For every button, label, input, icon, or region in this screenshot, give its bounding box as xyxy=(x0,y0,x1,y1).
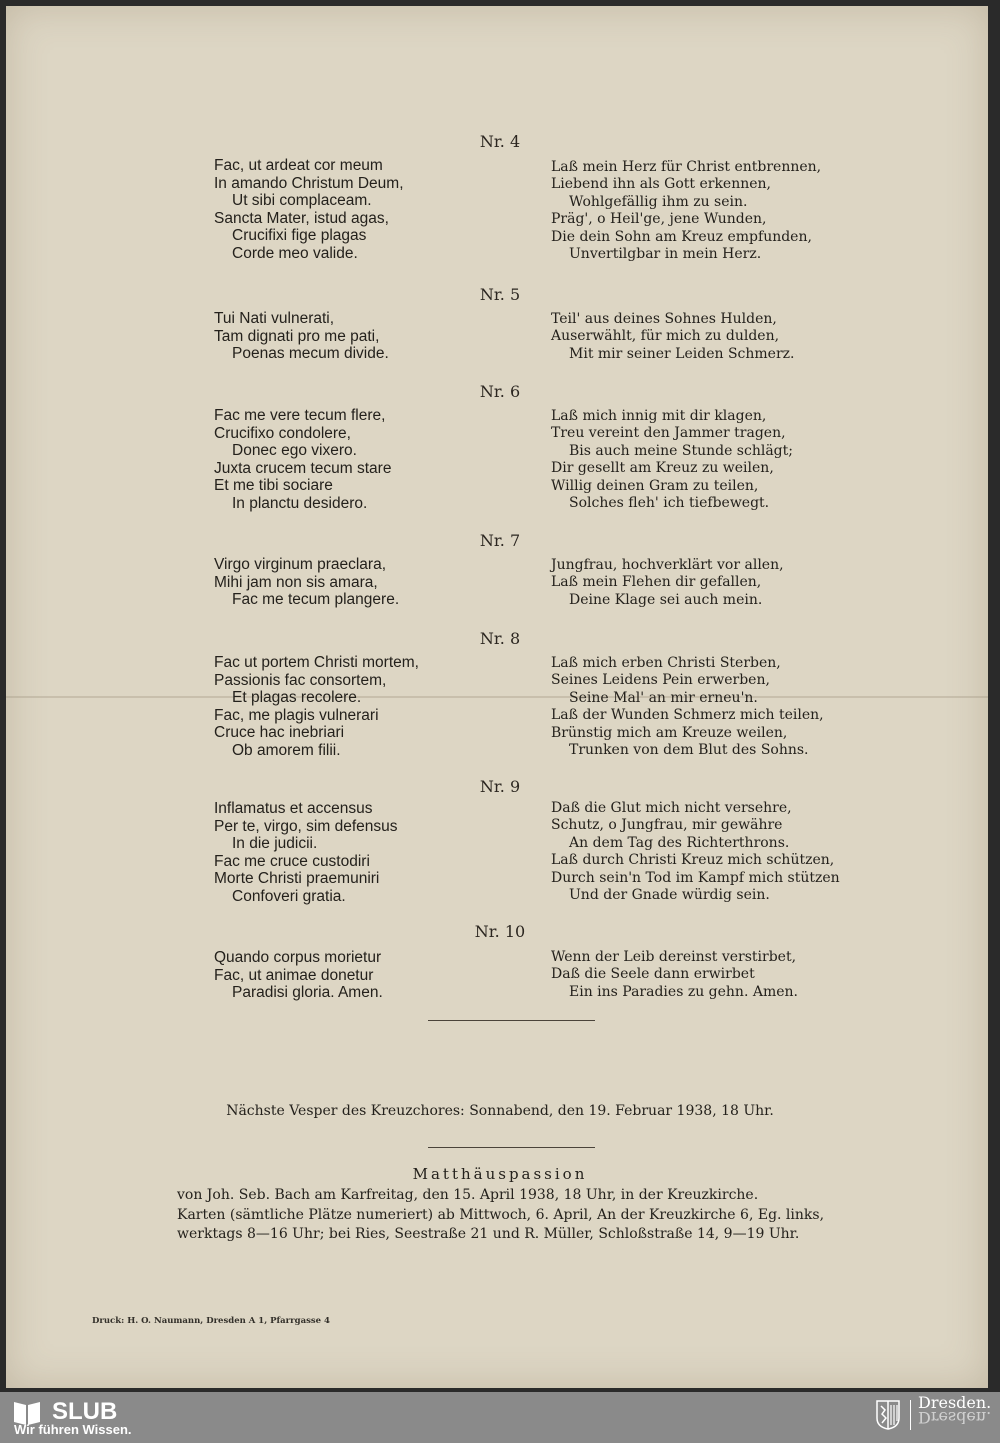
german-line: Wenn der Leib dereinst verstirbet, xyxy=(551,949,797,965)
latin-line: Fac me tecum plangere. xyxy=(232,591,400,609)
german-line: Mit mir seiner Leiden Schmerz. xyxy=(569,345,795,362)
german-line: Treu vereint den Jammer tragen, xyxy=(551,425,786,442)
latin-verse xyxy=(214,556,399,609)
latin-line: Crucifixi fige plagas xyxy=(232,227,367,245)
stanza-number: Nr. 7 xyxy=(479,531,521,550)
german-line: Deine Klage sei auch mein. xyxy=(569,591,763,608)
latin-line: Corde meo valide. xyxy=(232,244,358,262)
latin-line: Crucifixo condolere, xyxy=(214,424,351,442)
german-line: Schutz, o Jungfrau, mir gewähre xyxy=(551,817,783,834)
latin-line: Sancta Mater, istud agas, xyxy=(214,209,389,227)
latin-line: Tam dignati pro me pati, xyxy=(214,327,380,345)
latin-verse xyxy=(214,800,398,906)
divider-rule xyxy=(428,1020,595,1021)
german-verse xyxy=(551,655,824,759)
latin-line: Fac me vere tecum flere, xyxy=(214,407,386,424)
german-line: Laß mich innig mit dir klagen, xyxy=(551,408,767,424)
dresden-logo[interactable] xyxy=(918,1393,992,1427)
stanza-number: Nr. 5 xyxy=(479,285,521,304)
dresden-crest-icon[interactable] xyxy=(876,1400,900,1430)
stanza-number: Nr. 10 xyxy=(474,922,526,941)
german-verse xyxy=(551,311,794,363)
german-line: Unvertilgbar in mein Herz. xyxy=(569,246,762,263)
dresden-label: Dresden. xyxy=(918,1393,992,1412)
latin-verse xyxy=(214,654,419,760)
german-line: Wohlgefällig ihm zu sein. xyxy=(569,193,748,210)
latin-line: In die judicii. xyxy=(232,835,318,853)
german-line: Laß mich erben Christi Sterben, xyxy=(551,655,781,671)
footer-separator xyxy=(910,1400,911,1430)
latin-line: Confoveri gratia. xyxy=(232,887,346,905)
latin-line: Cruce hac inebriari xyxy=(214,724,345,742)
german-line: Dir gesellt am Kreuz zu weilen, xyxy=(551,460,774,477)
latin-line: Fac, ut ardeat cor meum xyxy=(214,157,383,174)
german-line: Teil' aus deines Sohnes Hulden, xyxy=(551,311,777,327)
next-vesper-notice: Nächste Vesper des Kreuzchores: Sonnabend, den 19. Februar 1938, 18 Uhr. xyxy=(226,1103,774,1119)
german-line: Durch sein'n Tod im Kampf mich stützen xyxy=(551,869,840,886)
latin-line: Virgo virginum praeclara, xyxy=(214,556,387,573)
latin-line: Fac, ut animae donetur xyxy=(214,966,374,984)
german-verse xyxy=(551,408,793,512)
footer-bar xyxy=(0,1392,1000,1443)
latin-line: Tui Nati vulnerati, xyxy=(214,310,335,327)
german-line: An dem Tag des Richterthrons. xyxy=(569,834,790,851)
german-line: Jungfrau, hochverklärt vor allen, xyxy=(551,557,784,573)
latin-line: Mihi jam non sis amara, xyxy=(214,573,378,591)
german-line: Ein ins Paradies zu gehn. Amen. xyxy=(569,983,798,1000)
latin-verse xyxy=(214,157,404,263)
german-line: Seines Leidens Pein erwerben, xyxy=(551,672,770,689)
stanza-number: Nr. 4 xyxy=(479,132,521,151)
latin-line: Et me tibi sociare xyxy=(214,477,333,495)
latin-line: Per te, virgo, sim defensus xyxy=(214,817,398,835)
german-line: Und der Gnade würdig sein. xyxy=(569,887,770,904)
latin-line: Ut sibi complaceam. xyxy=(232,192,372,210)
latin-line: Ob amorem filii. xyxy=(232,741,341,759)
matthaeus-line: werktags 8—16 Uhr; bei Ries, Seestraße 21 und R. Müller, Schloßstraße 14, 9—19 Uhr. xyxy=(177,1226,800,1242)
matthaeus-title: Matthäuspassion xyxy=(412,1165,588,1183)
latin-line: In planctu desidero. xyxy=(232,494,368,512)
latin-line: Donec ego vixero. xyxy=(232,442,357,460)
matthaeus-line: Karten (sämtliche Plätze numeriert) ab Mittwoch, 6. April, An der Kreuzkirche 6, Eg. links, xyxy=(177,1206,825,1223)
german-line: Daß die Seele dann erwirbet xyxy=(551,966,755,983)
latin-line: Et plagas recolere. xyxy=(232,689,362,707)
german-line: Seine Mal' an mir erneu'n. xyxy=(569,689,758,706)
german-line: Bis auch meine Stunde schlägt; xyxy=(569,442,793,459)
latin-line: Juxta crucem tecum stare xyxy=(214,459,392,477)
stanza-number: Nr. 9 xyxy=(479,777,521,796)
german-verse xyxy=(551,557,784,609)
german-line: Daß die Glut mich nicht versehre, xyxy=(551,800,792,816)
matthaeus-line: von Joh. Seb. Bach am Karfreitag, den 15. April 1938, 18 Uhr, in der Kreuzkirche. xyxy=(177,1187,759,1203)
latin-line: Fac, me plagis vulnerari xyxy=(214,706,379,724)
german-line: Auserwählt, für mich zu dulden, xyxy=(551,328,780,345)
latin-verse xyxy=(214,310,389,363)
german-line: Solches fleh' ich tiefbewegt. xyxy=(569,495,770,512)
stanza-number: Nr. 8 xyxy=(479,629,521,648)
latin-verse xyxy=(214,949,383,1002)
paper-fold xyxy=(6,696,988,698)
latin-line: Morte Christi praemuniri xyxy=(214,870,380,888)
printer-imprint: Druck: H. O. Naumann, Dresden A 1, Pfarrgasse 4 xyxy=(92,1316,330,1326)
german-line: Die dein Sohn am Kreuz empfunden, xyxy=(551,228,812,245)
german-line: Laß mein Flehen dir gefallen, xyxy=(551,574,762,591)
german-line: Laß der Wunden Schmerz mich teilen, xyxy=(551,707,824,724)
german-line: Laß mein Herz für Christ entbrennen, xyxy=(551,159,822,175)
matthaeus-notice xyxy=(177,1186,847,1245)
german-line: Willig deinen Gram zu teilen, xyxy=(551,477,759,494)
latin-line: Fac me cruce custodiri xyxy=(214,852,370,870)
german-verse xyxy=(551,159,821,263)
slub-tagline: Wir führen Wissen. xyxy=(14,1422,132,1437)
latin-line: Fac ut portem Christi mortem, xyxy=(214,654,419,671)
dresden-label-mirror: Dresden. xyxy=(918,1408,992,1427)
latin-line: Inflamatus et accensus xyxy=(214,800,373,817)
german-line: Laß durch Christi Kreuz mich schützen, xyxy=(551,852,835,869)
german-line: Präg', o Heil'ge, jene Wunden, xyxy=(551,211,767,228)
german-line: Brünstig mich am Kreuze weilen, xyxy=(551,724,788,741)
latin-verse xyxy=(214,407,391,513)
german-line: Trunken von dem Blut des Sohns. xyxy=(569,742,809,759)
stanza-number: Nr. 6 xyxy=(479,382,521,401)
german-verse xyxy=(551,949,798,1001)
divider-rule xyxy=(428,1147,595,1148)
slub-name[interactable]: SLUB xyxy=(52,1398,118,1425)
latin-line: In amando Christum Deum, xyxy=(214,174,404,192)
german-verse xyxy=(551,800,840,904)
latin-line: Paradisi gloria. Amen. xyxy=(232,984,383,1002)
latin-line: Passionis fac consortem, xyxy=(214,671,387,689)
latin-line: Quando corpus morietur xyxy=(214,949,382,966)
german-line: Liebend ihn als Gott erkennen, xyxy=(551,176,772,193)
latin-line: Poenas mecum divide. xyxy=(232,345,389,363)
